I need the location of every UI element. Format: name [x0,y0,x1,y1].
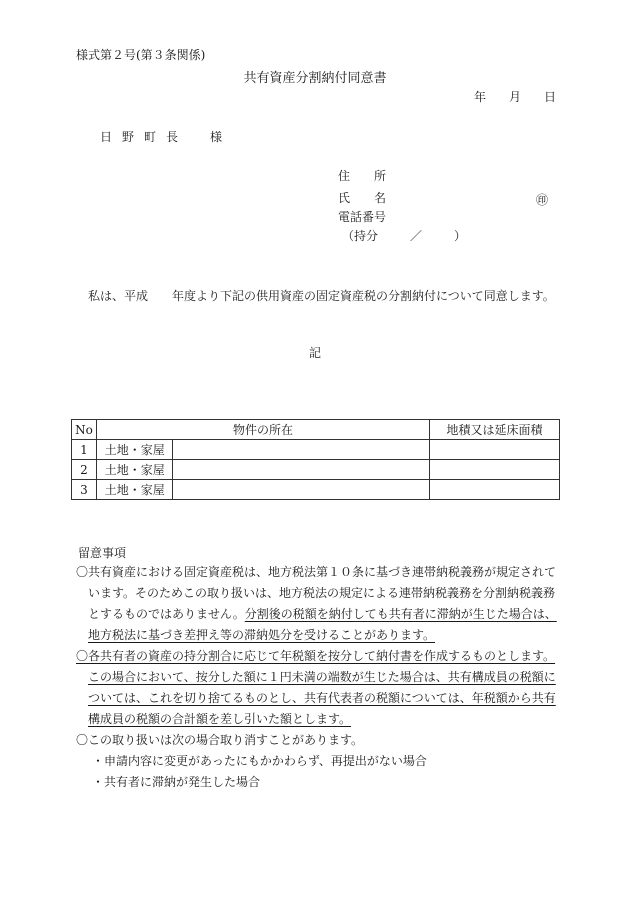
note-3-bullet-2: ・共有者に滞納が発生した場合 [92,775,261,789]
seal-mark: ㊞ [536,193,549,207]
note-1-line-3 [88,605,557,622]
date-year-label: 年 [474,90,487,104]
date-day-label: 日 [544,90,557,104]
row-area-field[interactable] [430,440,560,460]
name-label: 氏 名 [338,191,387,205]
row-area-field[interactable] [430,460,560,480]
header-area: 地積又は延床面積 [430,420,560,440]
table-header-row [72,420,560,440]
ki-heading: 記 [308,346,321,360]
note-1-line-4: 地方税法に基づき差押え等の滞納処分を受けることがあります。 [88,628,436,642]
row-no: 3 [72,480,97,500]
row-kind: 土地・家屋 [96,480,173,500]
row-location-field[interactable] [173,480,430,500]
share-open: （持分 [342,229,379,243]
note-1-line-1: 〇共有資産における固定資産税は、地方税法第１０条に基づき連帯納税義務が規定されて [76,565,557,579]
share-slash: ／ [410,229,423,243]
address-label: 住 所 [338,169,387,183]
note-1-line-3a: とするものではありません。 [88,607,245,621]
row-no: 1 [72,440,97,460]
row-kind: 土地・家屋 [96,440,173,460]
header-location: 物件の所在 [96,420,429,440]
header-no: No [72,420,97,440]
table-row [72,440,560,460]
row-kind: 土地・家屋 [96,460,173,480]
notes-heading: 留意事項 [78,546,127,560]
share-ratio [342,227,466,244]
consent-statement: 私は、平成 年度より下記の供用資産の固定資産税の分割納付について同意します。 [88,289,555,303]
share-close: ） [454,229,467,243]
date-month-label: 月 [509,90,522,104]
table-row [72,480,560,500]
row-no: 2 [72,460,97,480]
note-1-line-3b: 分割後の税額を納付しても共有者に滞納が生じた場合は、 [244,607,557,621]
note-2-line-2: この場合において、按分した額に１円未満の端数が生じた場合は、共有構成員の税額に [88,670,556,684]
document-title: 共有資産分割納付同意書 [243,71,387,86]
row-location-field[interactable] [173,440,430,460]
property-table [71,419,560,500]
row-area-field[interactable] [430,480,560,500]
row-location-field[interactable] [173,460,430,480]
note-1-line-2: います。そのためこの取り扱いは、地方税法の規定による連帯納税義務を分割納税義務 [88,586,556,600]
note-2-line-4: 構成員の税額の合計額を差し引いた額とします。 [88,712,352,726]
note-3-bullet-1: ・申請内容に変更があったにもかかわらず、再提出がない場合 [92,754,427,768]
note-2-line-1: 〇各共有者の資産の持分割合に応じて年税額を按分して納付書を作成するものとします。 [76,649,556,663]
phone-label: 電話番号 [338,210,387,224]
form-number: 様式第２号(第３条関係) [76,48,206,62]
addressee: 日野町長 様 [100,130,233,144]
note-3: 〇この取り扱いは次の場合取り消すことがあります。 [76,733,364,747]
table-row [72,460,560,480]
note-2-line-3: ついては、これを切り捨てるものとし、共有代表者の税額については、年税額から共有 [88,691,556,705]
